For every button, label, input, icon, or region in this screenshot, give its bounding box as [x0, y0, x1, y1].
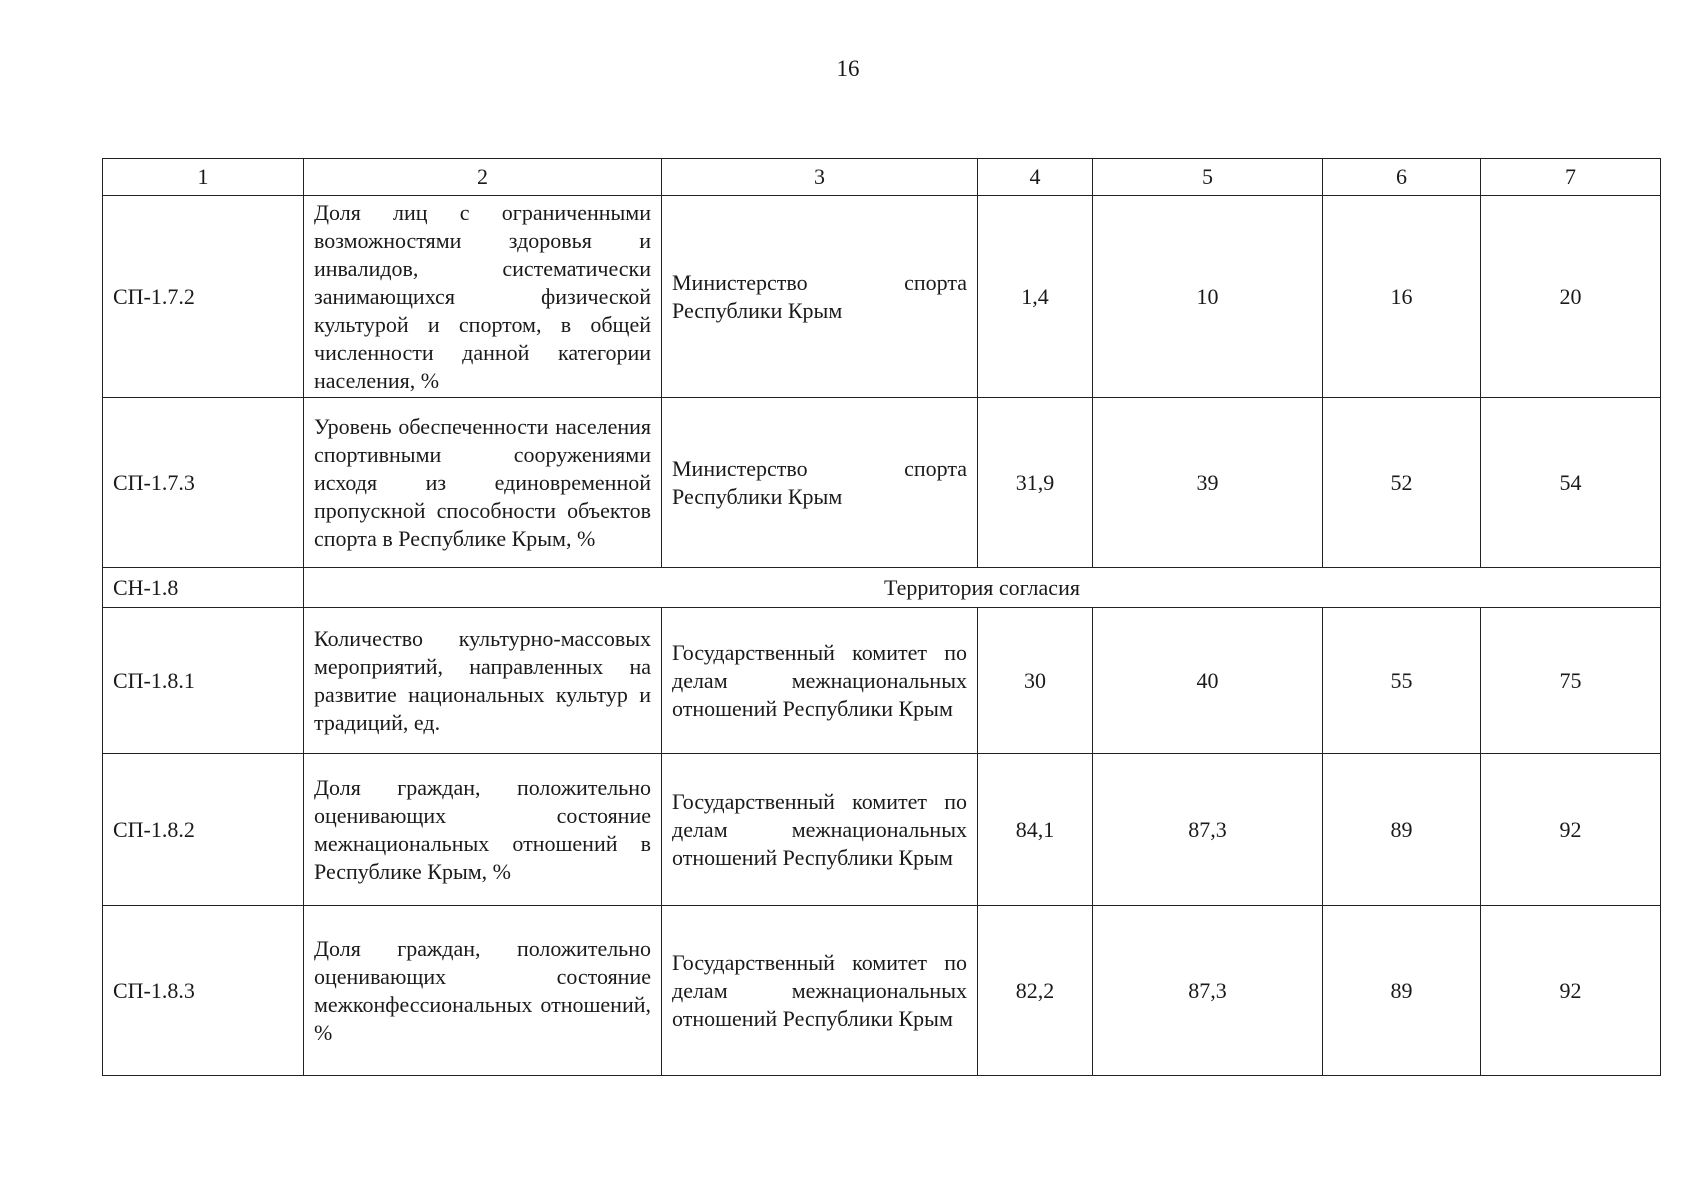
indicator-description: Доля граждан, положительно оценивающих состояние межконфессиональных отношений, % — [304, 906, 662, 1076]
value-col-7: 92 — [1481, 754, 1661, 906]
indicator-description: Количество культурно-массовых мероприятий, направленных на развитие национальных культур и традиций, ед. — [304, 608, 662, 754]
table-header-row — [103, 159, 1661, 196]
section-code: СН-1.8 — [103, 568, 304, 608]
value-col-5: 87,3 — [1093, 754, 1323, 906]
value-col-5: 10 — [1093, 196, 1323, 398]
table-row — [103, 754, 1661, 906]
value-col-5: 39 — [1093, 398, 1323, 568]
responsible-body: Министерство спорта Республики Крым — [662, 398, 978, 568]
indicator-description: Уровень обеспеченности населения спортивными сооружениями исходя из единовременной пропускной способности объектов спорта в Республике Крым, % — [304, 398, 662, 568]
value-col-6: 16 — [1323, 196, 1481, 398]
indicator-code: СП-1.7.2 — [103, 196, 304, 398]
column-header: 6 — [1323, 159, 1481, 196]
value-col-6: 89 — [1323, 754, 1481, 906]
value-col-7: 92 — [1481, 906, 1661, 1076]
indicator-code: СП-1.8.1 — [103, 608, 304, 754]
value-col-5: 87,3 — [1093, 906, 1323, 1076]
indicator-code: СП-1.7.3 — [103, 398, 304, 568]
value-col-6: 55 — [1323, 608, 1481, 754]
indicator-description: Доля лиц с ограниченными возможностями здоровья и инвалидов, систематически занимающихся физической культурой и спортом, в общей численности данной категории населения, % — [304, 196, 662, 398]
value-col-4: 31,9 — [978, 398, 1093, 568]
table-row — [103, 608, 1661, 754]
value-col-6: 89 — [1323, 906, 1481, 1076]
value-col-7: 75 — [1481, 608, 1661, 754]
responsible-body: Министерство спорта Республики Крым — [662, 196, 978, 398]
column-header: 7 — [1481, 159, 1661, 196]
responsible-body: Государственный комитет по делам межнациональных отношений Республики Крым — [662, 608, 978, 754]
indicator-code: СП-1.8.2 — [103, 754, 304, 906]
responsible-body: Государственный комитет по делам межнациональных отношений Республики Крым — [662, 906, 978, 1076]
indicators-table — [102, 158, 1661, 1076]
indicator-description: Доля граждан, положительно оценивающих состояние межнациональных отношений в Республике Крым, % — [304, 754, 662, 906]
value-col-7: 20 — [1481, 196, 1661, 398]
column-header: 1 — [103, 159, 304, 196]
table-row — [103, 196, 1661, 398]
table-row — [103, 906, 1661, 1076]
column-header: 2 — [304, 159, 662, 196]
column-header: 4 — [978, 159, 1093, 196]
value-col-4: 30 — [978, 608, 1093, 754]
page-number: 16 — [836, 56, 860, 81]
table-row — [103, 398, 1661, 568]
value-col-4: 1,4 — [978, 196, 1093, 398]
column-header: 5 — [1093, 159, 1323, 196]
column-header: 3 — [662, 159, 978, 196]
value-col-7: 54 — [1481, 398, 1661, 568]
indicator-code: СП-1.8.3 — [103, 906, 304, 1076]
value-col-6: 52 — [1323, 398, 1481, 568]
value-col-4: 82,2 — [978, 906, 1093, 1076]
section-row — [103, 568, 1661, 608]
section-title: Территория согласия — [304, 568, 1661, 608]
value-col-5: 40 — [1093, 608, 1323, 754]
value-col-4: 84,1 — [978, 754, 1093, 906]
responsible-body: Государственный комитет по делам межнациональных отношений Республики Крым — [662, 754, 978, 906]
